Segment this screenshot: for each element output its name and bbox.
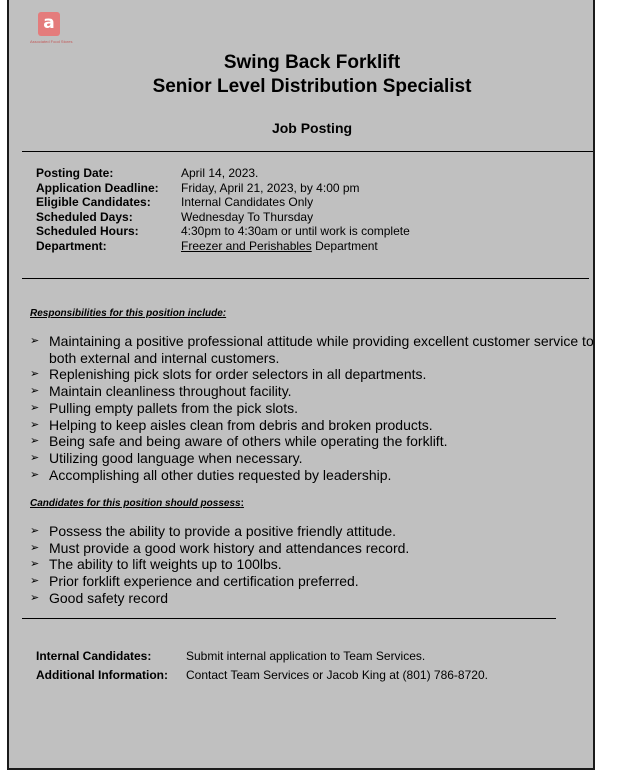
arrow-bullet-icon: ➢ (30, 334, 40, 347)
detail-value: 4:30pm to 4:30am or until work is complete (181, 224, 410, 239)
divider-top (22, 151, 593, 152)
detail-value: Friday, April 21, 2023, by 4:00 pm (181, 180, 360, 195)
list-item (30, 556, 600, 573)
contact-label: Additional Information: (36, 668, 168, 682)
contact-row (36, 666, 488, 685)
detail-label: Department: (36, 238, 107, 253)
detail-label: Scheduled Days: (36, 209, 133, 224)
job-subtitle: Senior Level Distribution Specialist (152, 76, 472, 97)
logo-mark: a (38, 12, 60, 36)
detail-row (36, 195, 410, 210)
list-item-text: Maintain cleanliness throughout facility. (49, 383, 292, 400)
list-item (30, 400, 600, 417)
posting-details (36, 166, 410, 254)
list-item (30, 523, 600, 540)
list-item-text: Maintaining a positive professional attitude while providing excellent customer service to both external and internal customers. (49, 333, 594, 366)
arrow-bullet-icon: ➢ (30, 574, 40, 588)
responsibilities-heading: Responsibilities for this position include: (30, 308, 227, 319)
arrow-bullet-icon: ➢ (30, 434, 40, 448)
detail-label: Scheduled Hours: (36, 224, 139, 239)
list-item-text: Good safety record (49, 589, 169, 606)
list-item-text: Being safe and being aware of others while operating the forklift. (49, 433, 448, 450)
list-item-text: Possess the ability to provide a positive friendly attitude. (49, 523, 397, 539)
detail-value: Internal Candidates Only (181, 195, 314, 210)
list-item (30, 573, 600, 590)
list-item (30, 433, 600, 450)
department-name: Freezer and Perishables (181, 238, 312, 253)
list-item (30, 540, 600, 557)
list-item (30, 450, 600, 467)
contact-info (36, 647, 488, 685)
document-page (7, 0, 595, 770)
detail-label: Posting Date: (36, 166, 114, 180)
job-title: Swing Back Forklift (223, 52, 401, 73)
arrow-bullet-icon: ➢ (30, 450, 40, 464)
arrow-bullet-icon: ➢ (30, 557, 40, 571)
list-item-text: Prior forklift experience and certification preferred. (49, 573, 359, 590)
logo-caption: Associated Food Stores (30, 39, 73, 44)
arrow-bullet-icon: ➢ (30, 417, 40, 431)
list-item-text: Accomplishing all other duties requested by leadership. (49, 466, 392, 483)
list-item (30, 383, 600, 400)
contact-label: Internal Candidates: (36, 649, 152, 663)
detail-value: Wednesday To Thursday (181, 209, 314, 224)
department-suffix: Department (311, 238, 378, 253)
arrow-bullet-icon: ➢ (30, 524, 40, 537)
detail-row (36, 224, 410, 239)
qualifications-list (30, 523, 600, 607)
list-item (30, 366, 600, 383)
arrow-bullet-icon: ➢ (30, 590, 40, 604)
divider-middle (22, 278, 589, 279)
contact-value: Submit internal application to Team Services. (186, 649, 426, 663)
list-item-text: Replenishing pick slots for order selectors in all departments. (49, 366, 427, 383)
list-item (30, 333, 600, 366)
arrow-bullet-icon: ➢ (30, 467, 40, 481)
list-item (30, 590, 600, 607)
list-item (30, 417, 600, 434)
list-item-text: The ability to lift weights up to 100lbs. (49, 556, 282, 573)
contact-row (36, 647, 488, 666)
detail-value: April 14, 2023. (181, 166, 259, 180)
arrow-bullet-icon: ➢ (30, 400, 40, 414)
list-item (30, 467, 600, 484)
detail-row (36, 239, 410, 254)
divider-bottom (22, 618, 556, 619)
responsibilities-list (30, 333, 600, 483)
detail-value (181, 239, 378, 254)
job-posting-label: Job Posting (271, 120, 353, 136)
detail-label: Eligible Candidates: (36, 195, 151, 210)
list-item-text: Helping to keep aisles clean from debris and broken products. (49, 416, 433, 433)
detail-row (36, 210, 410, 225)
arrow-bullet-icon: ➢ (30, 367, 40, 381)
detail-row (36, 166, 410, 181)
detail-row (36, 181, 410, 196)
list-item-text: Pulling empty pallets from the pick slots. (49, 399, 298, 416)
company-logo (30, 12, 80, 50)
contact-value: Contact Team Services or Jacob King at (801) 786-8720. (186, 668, 488, 682)
detail-label: Application Deadline: (36, 180, 159, 195)
arrow-bullet-icon: ➢ (30, 384, 40, 398)
list-item-text: Must provide a good work history and attendances record. (49, 539, 410, 556)
list-item-text: Utilizing good language when necessary. (49, 449, 303, 466)
arrow-bullet-icon: ➢ (30, 540, 40, 554)
qualifications-heading: Candidates for this position should possess: (30, 498, 244, 509)
